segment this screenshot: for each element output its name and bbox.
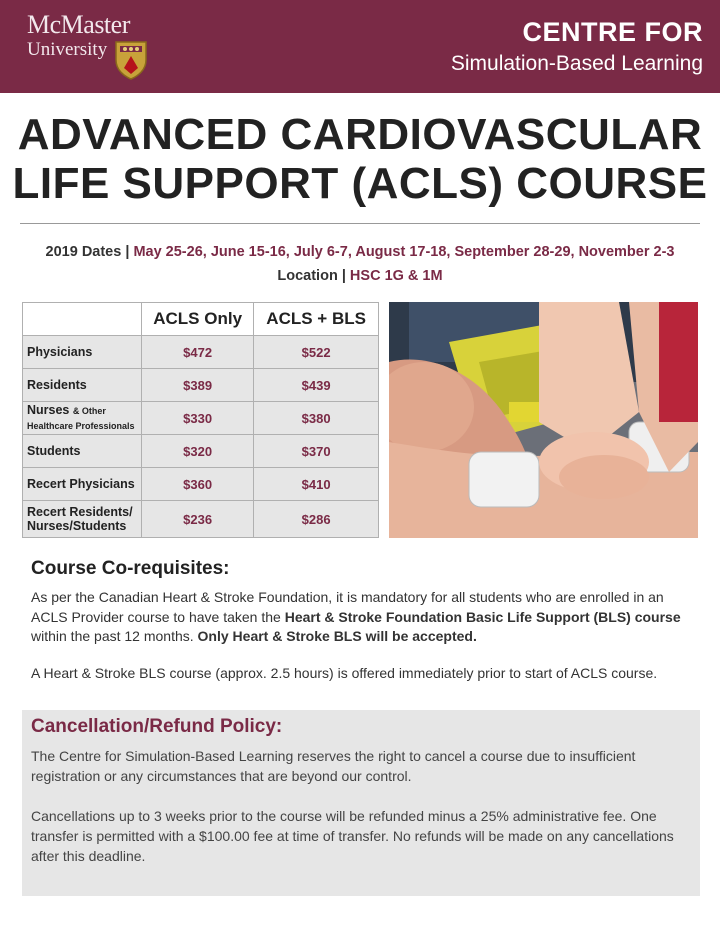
table-row bbox=[23, 402, 379, 435]
price-acls-bls: $370 bbox=[254, 435, 379, 468]
centre-name bbox=[451, 17, 703, 76]
dates-value: May 25-26, June 15-16, July 6-7, August 17-18, September 28-29, November 2-3 bbox=[133, 244, 675, 260]
row-category bbox=[23, 501, 142, 538]
row-category: Physicians bbox=[23, 336, 142, 369]
row-category: Recert Physicians bbox=[23, 468, 142, 501]
title-line2: LIFE SUPPORT (ACLS) COURSE bbox=[12, 159, 708, 209]
divider bbox=[20, 223, 700, 224]
row-category: Residents bbox=[23, 369, 142, 402]
table-row bbox=[23, 501, 379, 538]
price-acls-bls: $380 bbox=[254, 402, 379, 435]
cancellation-heading: Cancellation/Refund Policy: bbox=[31, 716, 283, 737]
dates-block bbox=[0, 240, 720, 288]
row-category-small: & Other bbox=[72, 406, 106, 416]
coreq-heading: Course Co-requisites: bbox=[31, 558, 230, 579]
coreq-text-d: Only Heart & Stroke BLS will be accepted. bbox=[197, 628, 477, 644]
centre-line2: Simulation-Based Learning bbox=[450, 52, 703, 75]
coreq-text-c: within the past 12 months. bbox=[31, 628, 198, 644]
column-header: ACLS Only bbox=[142, 303, 254, 336]
price-acls-only: $360 bbox=[142, 468, 254, 501]
price-acls-bls: $286 bbox=[254, 501, 379, 538]
pricing-table bbox=[22, 302, 379, 538]
location-value: HSC 1G & 1M bbox=[349, 268, 443, 284]
price-acls-bls: $439 bbox=[254, 369, 379, 402]
price-acls-bls: $410 bbox=[254, 468, 379, 501]
table-header-row bbox=[23, 303, 379, 336]
row-category: Students bbox=[23, 435, 142, 468]
table-row bbox=[23, 435, 379, 468]
price-acls-bls: $522 bbox=[254, 336, 379, 369]
row-category bbox=[23, 402, 142, 435]
coreq-paragraph bbox=[31, 588, 701, 647]
location-label: Location | bbox=[277, 268, 346, 284]
cpr-training-photo bbox=[389, 302, 698, 538]
location-line bbox=[0, 264, 720, 288]
header-blank-cell bbox=[23, 303, 142, 336]
table-row bbox=[23, 468, 379, 501]
title-line1: ADVANCED CARDIOVASCULAR bbox=[17, 110, 703, 159]
cancellation-paragraph-2: Cancellations up to 3 weeks prior to the course will be refunded minus a 25% administrative fee. One transfer is permitted with a $100.00 fee at time of transfer. No refunds will be made on any cancellations after this deadline. bbox=[31, 808, 674, 864]
page-title bbox=[0, 110, 720, 209]
coreq-text-b: Heart & Stroke Foundation Basic Life Support (BLS) course bbox=[284, 608, 681, 625]
row-category-line2: Healthcare Professionals bbox=[27, 421, 135, 431]
logo-line1: McMaster bbox=[27, 10, 130, 39]
price-acls-only: $236 bbox=[142, 501, 254, 538]
price-acls-only: $472 bbox=[142, 336, 254, 369]
dates-line bbox=[0, 240, 720, 264]
row-category-main: Recert Residents/ bbox=[27, 505, 133, 519]
university-crest-icon bbox=[114, 40, 148, 80]
price-acls-only: $320 bbox=[142, 435, 254, 468]
table-row bbox=[23, 336, 379, 369]
table-row bbox=[23, 369, 379, 402]
centre-line1: CENTRE FOR bbox=[522, 17, 703, 47]
row-category-main: Nurses bbox=[27, 403, 70, 417]
row-category-line2: Nurses/Students bbox=[27, 519, 127, 533]
coreq-text-a: As per the Canadian Heart & Stroke Foundation, it is mandatory for all students who are enrolled in an ACLS Provider course to have taken the bbox=[31, 589, 664, 625]
price-acls-only: $330 bbox=[142, 402, 254, 435]
price-acls-only: $389 bbox=[142, 369, 254, 402]
logo-line2: University bbox=[27, 39, 108, 60]
coreq-paragraph-2: A Heart & Stroke BLS course (approx. 2.5 hours) is offered immediately prior to start of ACLS course. bbox=[31, 665, 658, 681]
dates-label: 2019 Dates | bbox=[45, 244, 130, 260]
column-header: ACLS + BLS bbox=[254, 303, 379, 336]
cancellation-paragraph-1: The Centre for Simulation-Based Learning reserves the right to cancel a course due to insufficient registration or any circumstances that are beyond our control. bbox=[31, 748, 636, 784]
